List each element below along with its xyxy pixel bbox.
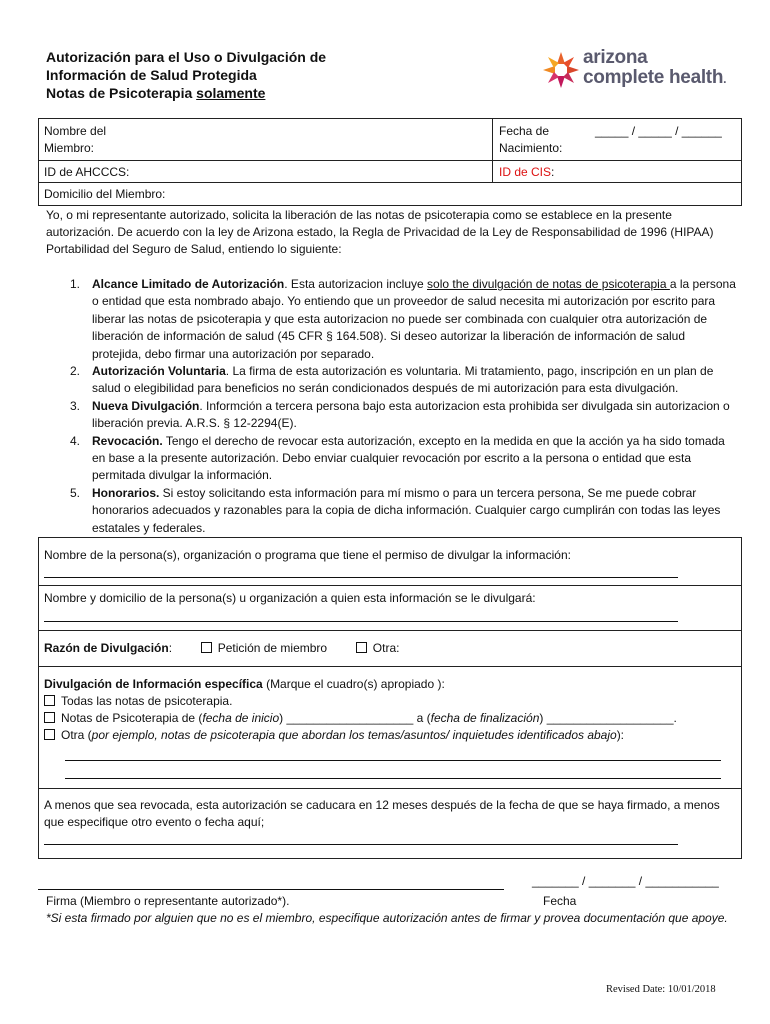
other-notes-option: Otra (por ejemplo, notas de psicoterapia que abordan los temas/asuntos/ inquietudes identificados abajo): — [44, 727, 624, 744]
dob-field[interactable]: _____ / _____ / ______ — [595, 124, 722, 138]
date-label: Fecha — [543, 894, 577, 908]
arizona-complete-health-logo — [541, 46, 741, 96]
date-range-option: Notas de Psicoterapia de (fecha de inicio) ___________________ a (fecha de finalización) ___________________. — [44, 710, 677, 727]
date-range-checkbox[interactable] — [44, 712, 55, 723]
member-address-label: Domicilio del Miembro: — [44, 187, 166, 201]
list-item: 2. Autorización Voluntaria. La firma de esta autorización es voluntaria. Mi tratamiento, pago, inscripción en un plan de salud o elegibilidad para beneficios no serán condicionados después de mi autorización para esta divulgación. — [70, 364, 714, 396]
other-reason-label: Otra: — [372, 641, 400, 655]
recipient-field[interactable] — [44, 621, 678, 622]
title-underlined-word: solamente — [196, 85, 266, 101]
discloser-label: Nombre de la persona(s), organización o programa que tiene el permiso de divulgar la información: — [44, 548, 571, 562]
member-name-label: Nombre del Miembro: — [44, 124, 107, 155]
terms-list — [46, 276, 736, 537]
end-date-field[interactable]: _____________ — [586, 711, 674, 725]
member-request-checkbox[interactable] — [201, 642, 212, 653]
start-date-field[interactable]: _____________ — [326, 711, 414, 725]
list-item: 5. Honorarios. Si estoy solicitando esta información para mí mismo o para un tercera persona, Se me puede cobrar honorarios adecuados y razonables para la copia de dicha información. Cualquier cargo cumplirán con todas las leyes estatales y federales. — [70, 485, 721, 535]
signature-label: Firma (Miembro o representante autorizado*). — [46, 894, 290, 908]
reason-row: Razón de Divulgación: Petición de miembro Otra: — [44, 641, 400, 655]
cis-id-label: ID de CIS: — [499, 165, 555, 179]
date-field[interactable]: _______ / _______ / ___________ — [532, 874, 719, 888]
specific-info-heading: Divulgación de Información específica (Marque el cuadro(s) apropiado ): — [44, 677, 445, 691]
all-notes-option: Todas las notas de psicoterapia. — [44, 693, 232, 710]
other-notes-field-2[interactable] — [65, 778, 721, 779]
signature-note: *Si esta firmado por alguien que no es el miembro, especifique autorización antes de firmar y provea documentación que apoye. — [46, 911, 728, 925]
member-info-table — [38, 118, 742, 206]
list-item: 3. Nueva Divulgación. Informción a tercera persona bajo esta autorizacion esta prohibida ser divulgada sin autorizacion o liberación previa. A.R.S. § 12-2294(E). — [70, 398, 730, 431]
list-item: 1. Alcance Limitado de Autorización. Esta autorizacion incluye solo the divulgación de notas de psicoterapia a la persona o entidad que esta nombrado abajo. Yo entiendo que un proveedor de salud necesita mi autorización por escrito para liberar las notas de psicoterapia y que esta autorizacion no puede ser combinada con cualquier otra autorización de liberación de información de salud (45 CFR § 164.508). Si deseo autorizar la liberación de información de salud protejida, debo firmar una autorización por separado. — [70, 277, 736, 361]
title-line-3: Notas de Psicoterapia solamente — [46, 85, 266, 101]
other-notes-checkbox[interactable] — [44, 729, 55, 740]
disclosure-sections — [38, 537, 742, 859]
logo-flower-icon — [541, 50, 581, 90]
discloser-field[interactable] — [44, 577, 678, 578]
intro-paragraph: Yo, o mi representante autorizado, solicita la liberación de las notas de psicoterapia como se establece en la presente autorización. De acuerdo con la ley de Arizona estado, la Regla de Privacidad de la Ley de Responsabilidad de 1996 (HIPAA) Portabilidad del Seguro de Salud, entiendo lo siguiente: — [46, 208, 714, 256]
other-reason-checkbox[interactable] — [356, 642, 367, 653]
expiry-text: A menos que sea revocada, esta autorización se caducara en 12 meses después de la fecha de que se haya firmado, a menos que especifique otro evento o fecha aquí; — [44, 798, 720, 829]
dob-label: Fecha de Nacimiento: — [499, 124, 563, 155]
form-title — [46, 48, 326, 102]
all-notes-checkbox[interactable] — [44, 695, 55, 706]
title-line-2: Información de Salud Protegida — [46, 67, 257, 83]
other-notes-field-1[interactable] — [65, 760, 721, 761]
recipient-label: Nombre y domicilio de la persona(s) u organización a quien esta información se le divulgará: — [44, 591, 536, 605]
member-request-label: Petición de miembro — [217, 641, 328, 655]
list-item: 4. Revocación. Tengo el derecho de revocar esta autorización, excepto en la medida en que la acción ya ha sido tomada en base a la presente autorización. Debo enviar cualquier revocación por escrito a la persona o entidad que esta permitada divulgar la información. — [70, 433, 725, 483]
title-line-1: Autorización para el Uso o Divulgación de — [46, 49, 327, 65]
revised-date: Revised Date: 10/01/2018 — [606, 984, 716, 995]
expiry-field[interactable] — [44, 844, 678, 845]
ahcccs-id-label: ID de AHCCCS: — [44, 165, 130, 179]
signature-field[interactable] — [38, 889, 504, 890]
logo-wordmark: arizona complete health. — [583, 47, 727, 88]
